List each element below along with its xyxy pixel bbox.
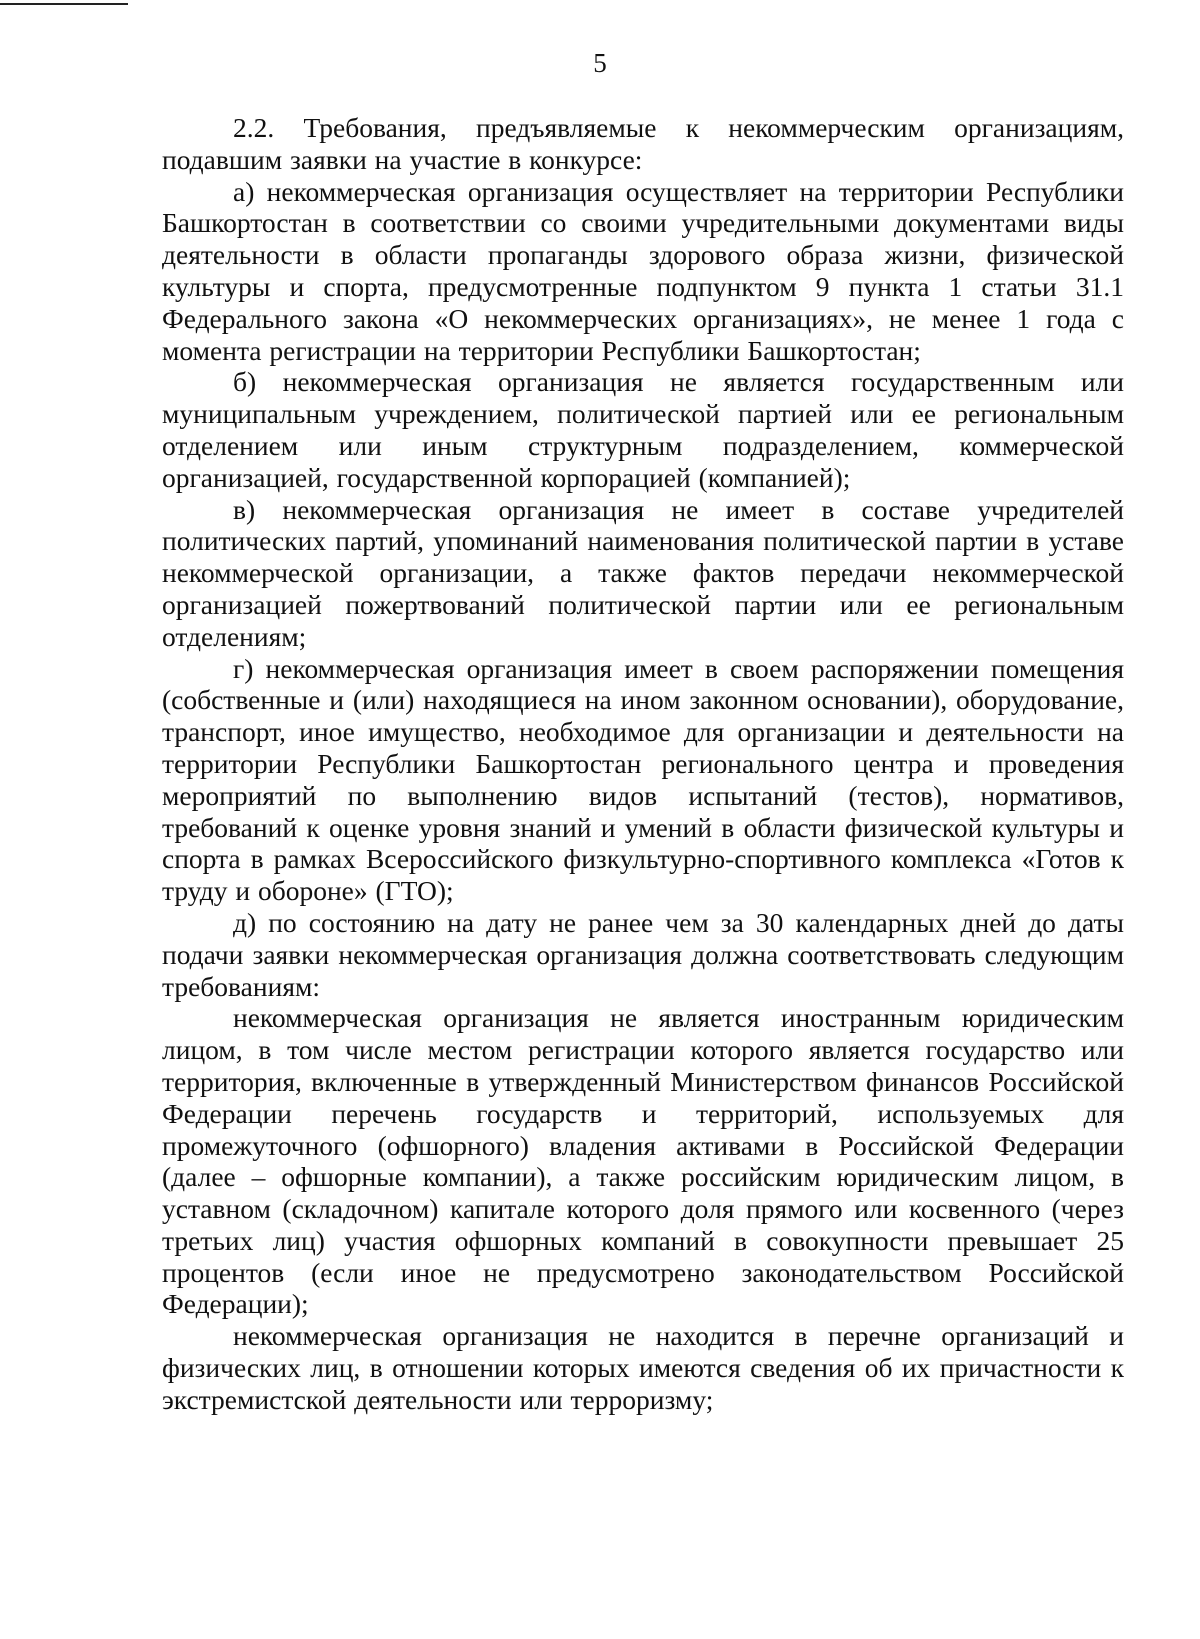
paragraph-item-a: а) некоммерческая организация осуществляет на территории Республики Башкортостан в соответствии со своими учредительными документами виды деятельности в области пропаганды здорового образа жизни, физической культуры и спорта, предусмотренные подпунктом 9 пункта 1 статьи 31.1 Федерального закона «О некоммерческих организациях», не менее 1 года с момента регистрации на территории Республики Башкортостан; (162, 175, 1124, 366)
document-body (162, 112, 1124, 1416)
paragraph-item-v: в) некоммерческая организация не имеет в составе учредителей политических партий, упоминаний наименования политической партии в уставе некоммерческой организации, а также фактов передачи некоммерческой организацией пожертвований политической партии или ее региональным отделениям; (162, 493, 1124, 652)
paragraph-2-2-intro: 2.2. Требования, предъявляемые к некоммерческим организациям, подавшим заявки на участие в конкурсе: (162, 112, 1124, 175)
paragraph-item-g: г) некоммерческая организация имеет в своем распоряжении помещения (собственные и (или) находящиеся на ином законном основании), оборудование, транспорт, иное имущество, необходимое для организации и деятельности на территории Республики Башкортостан регионального центра и проведения мероприятий по выполнению видов испытаний (тестов), нормативов, требований к оценке уровня знаний и умений в области физической культуры и спорта в рамках Всероссийского физкультурно-спортивного комплекса «Готов к труду и обороне» (ГТО); (162, 652, 1124, 907)
page-number: 5 (593, 48, 607, 78)
paragraph-extremism-requirement: некоммерческая организация не находится в перечне организаций и физических лиц, в отношении которых имеются сведения об их причастности к экстремистской деятельности или терроризму; (162, 1320, 1124, 1415)
scan-edge-line (0, 3, 128, 5)
paragraph-item-d: д) по состоянию на дату не ранее чем за 30 календарных дней до даты подачи заявки некоммерческая организация должна соответствовать следующим требованиям: (162, 906, 1124, 1002)
paragraph-item-b: б) некоммерческая организация не является государственным или муниципальным учреждением, политической партией или ее региональным отделением или иным структурным подразделением, коммерческой организацией, государственной корпорацией (компанией); (162, 366, 1124, 493)
paragraph-offshore-requirement: некоммерческая организация не является иностранным юридическим лицом, в том числе местом регистрации которого является государство или территория, включенные в утвержденный Министерством финансов Российской Федерации перечень государств и территорий, используемых для промежуточного (офшорного) владения активами в Российской Федерации (далее – офшорные компании), а также российским юридическим лицом, в уставном (складочном) капитале которого доля прямого или косвенного (через третьих лиц) участия офшорных компаний в совокупности превышает 25 процентов (если иное не предусмотрено законодательством Российской Федерации); (162, 1002, 1124, 1320)
